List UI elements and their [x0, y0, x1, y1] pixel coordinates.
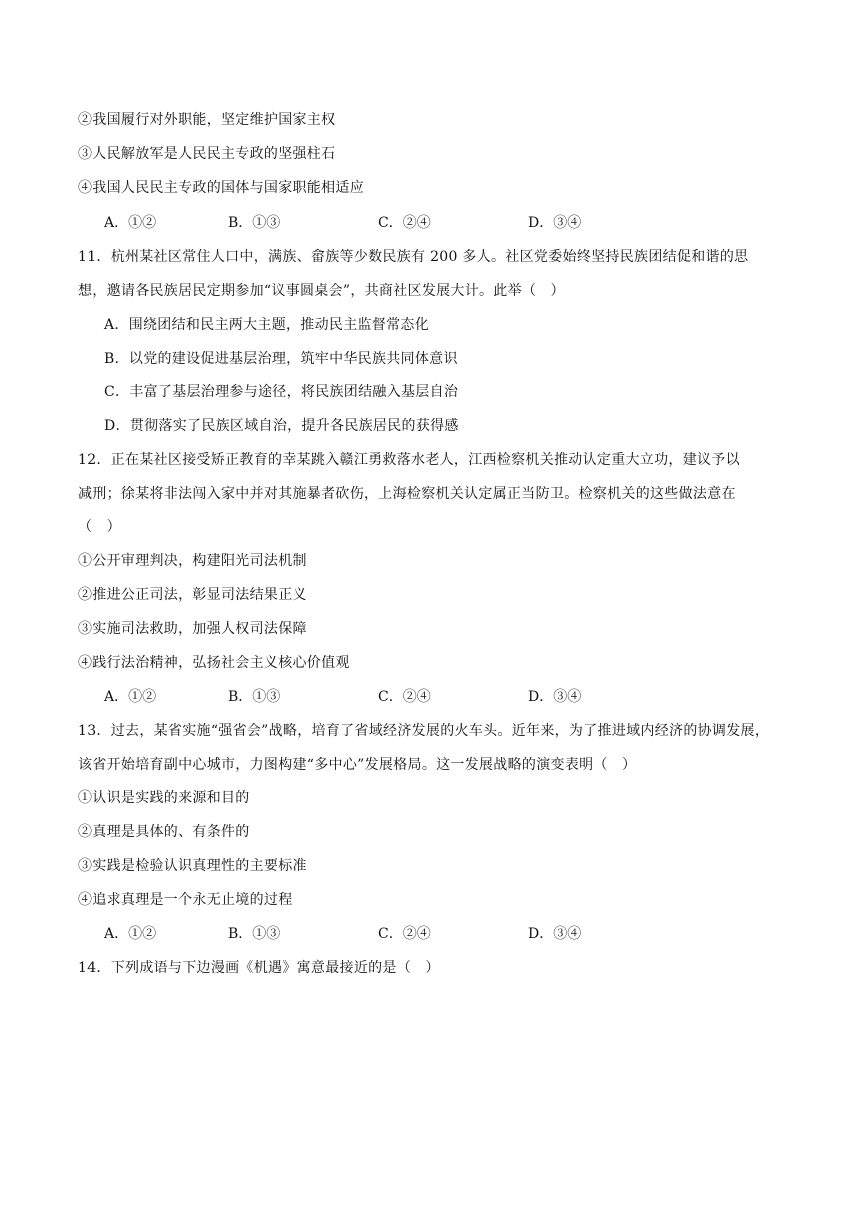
q11-option-b[interactable]: B．以党的建设促进基层治理，筑牢中华民族共同体意识: [104, 351, 458, 367]
q10-option-c[interactable]: C．②④: [378, 215, 431, 231]
q10-statement-3: ③人民解放军是人民民主专政的坚强柱石: [78, 146, 336, 162]
q10-statement-2: ②我国履行对外职能，坚定维护国家主权: [78, 112, 336, 128]
q11-option-a[interactable]: A．围绕团结和民主两大主题，推动民主监督常态化: [104, 317, 430, 333]
q13-statement-1: ①认识是实践的来源和目的: [78, 790, 250, 806]
q13-stem-line-2: 该省开始培育副中心城市，力图构建“多中心”发展格局。这一发展战略的演变表明（ ）: [78, 757, 637, 773]
q12-option-c[interactable]: C．②④: [378, 689, 431, 705]
q12-statement-2: ②推进公正司法，彰显司法结果正义: [78, 587, 307, 603]
q10-option-b[interactable]: B．①③: [228, 215, 281, 231]
q12-statement-3: ③实施司法救助，加强人权司法保障: [78, 621, 307, 637]
q13-option-a[interactable]: A．①②: [104, 926, 157, 942]
q11-option-c[interactable]: C．丰富了基层治理参与途径，将民族团结融入基层自治: [104, 384, 459, 400]
q12-statement-1: ①公开审理判决，构建阳光司法机制: [78, 553, 307, 569]
q12-option-a[interactable]: A．①②: [104, 689, 157, 705]
q13-stem-line-1: 13．过去，某省实施“强省会”战略，培育了省域经济发展的火车头。近年来，为了推进域内经济的协调发展，: [78, 723, 770, 739]
q11-option-d[interactable]: D．贯彻落实了民族区域自治，提升各民族居民的获得感: [104, 418, 459, 434]
q13-options: [104, 924, 704, 944]
q11-stem-line-1: 11．杭州某社区常住人口中，满族、畲族等少数民族有 200 多人。社区党委始终坚持民族团结促和谐的思: [78, 249, 749, 265]
q10-options: [104, 213, 704, 233]
q13-statement-2: ②真理是具体的、有条件的: [78, 824, 250, 840]
q12-stem-line-1: 12．正在某社区接受矫正教育的幸某跳入赣江勇救落水老人，江西检察机关推动认定重大立功，建议予以: [78, 452, 740, 468]
q12-options: [104, 687, 704, 707]
q12-stem-line-3: （ ）: [78, 519, 121, 535]
q13-option-b[interactable]: B．①③: [228, 926, 281, 942]
q14-stem: 14．下列成语与下边漫画《机遇》寓意最接近的是（ ）: [78, 960, 440, 976]
q13-statement-4: ④追求真理是一个永无止境的过程: [78, 892, 293, 908]
q10-option-d[interactable]: D．③④: [528, 215, 582, 231]
q10-option-a[interactable]: A．①②: [104, 215, 157, 231]
q13-option-c[interactable]: C．②④: [378, 926, 431, 942]
q12-option-d[interactable]: D．③④: [528, 689, 582, 705]
q11-stem-line-2: 想，邀请各民族居民定期参加“议事圆桌会”，共商社区发展大计。此举（ ）: [78, 283, 565, 299]
q13-statement-3: ③实践是检验认识真理性的主要标准: [78, 858, 307, 874]
q12-stem-line-2: 减刑；徐某将非法闯入家中并对其施暴者砍伤，上海检察机关认定属正当防卫。检察机关的这些做法意在: [78, 486, 736, 502]
q12-statement-4: ④践行法治精神，弘扬社会主义核心价值观: [78, 655, 350, 671]
q12-option-b[interactable]: B．①③: [228, 689, 281, 705]
q13-option-d[interactable]: D．③④: [528, 926, 582, 942]
q10-statement-4: ④我国人民民主专政的国体与国家职能相适应: [78, 180, 364, 196]
